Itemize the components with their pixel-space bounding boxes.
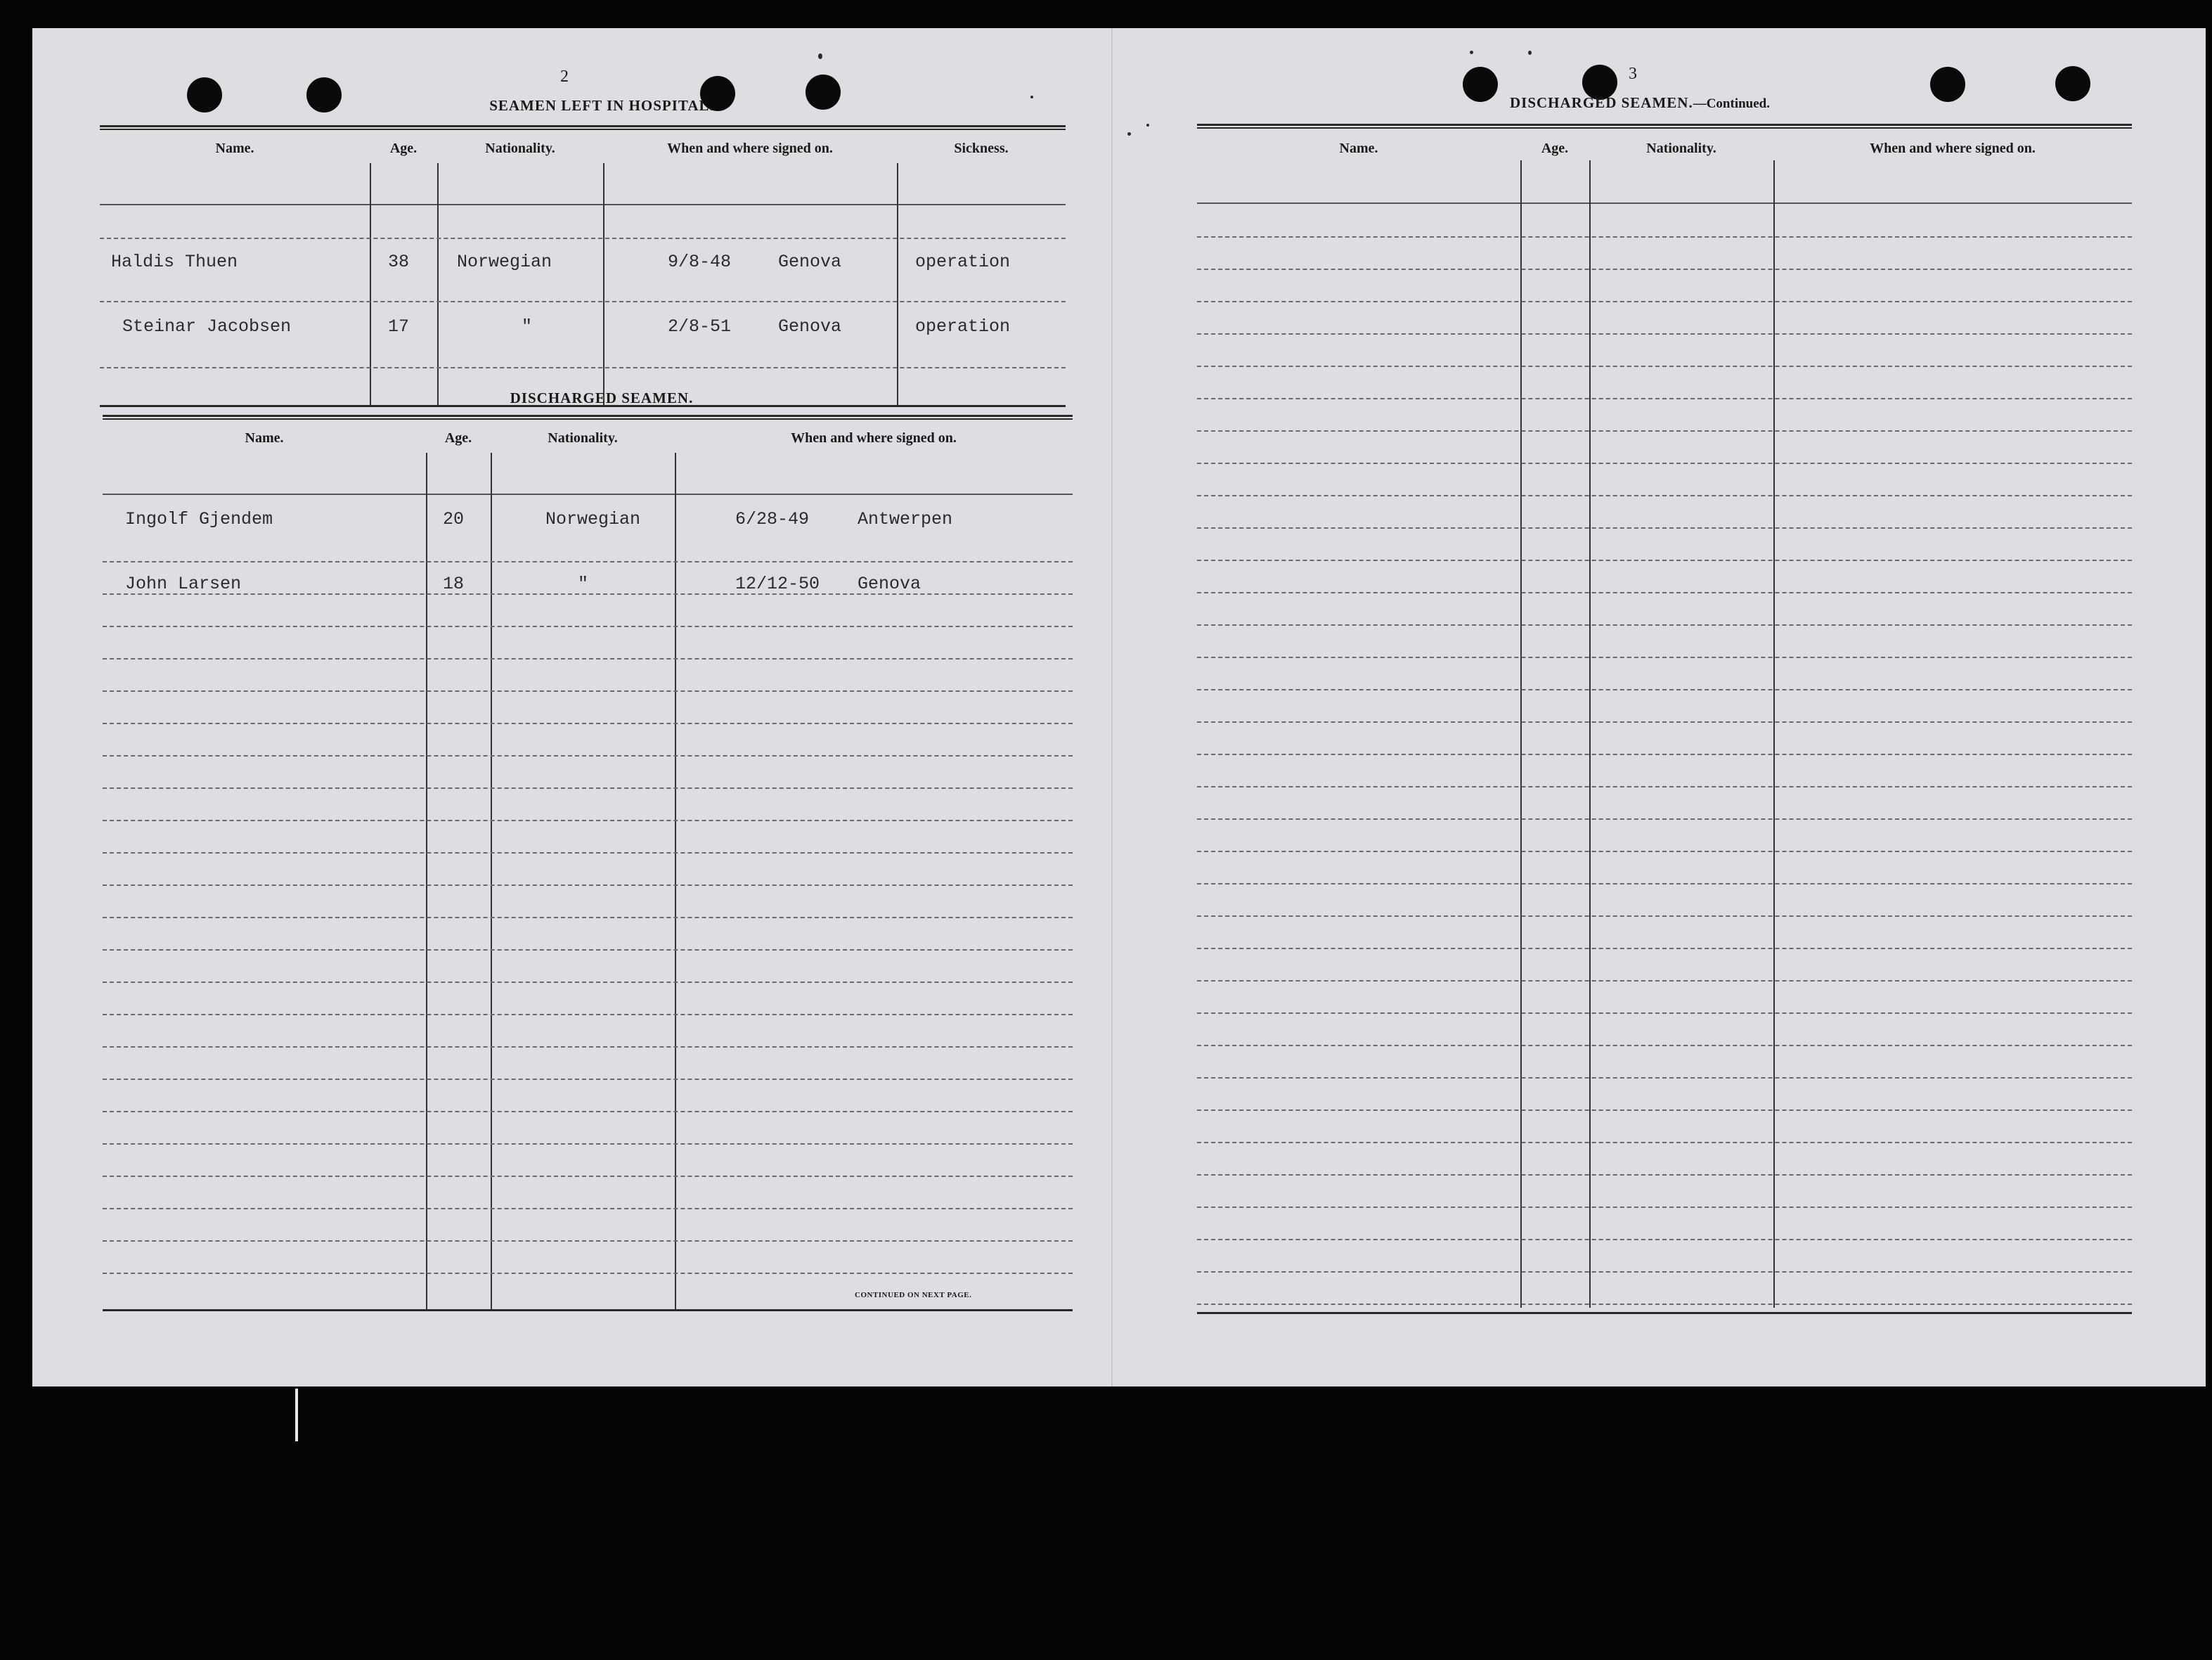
cell-place: Genova [858, 574, 921, 594]
cell-nationality: Norwegian [545, 509, 641, 529]
cell-age: 18 [443, 574, 465, 594]
cell-place: Genova [778, 316, 842, 337]
header-signed-on: When and where signed on. [791, 430, 957, 446]
cell-name: Steinar Jacobsen [122, 316, 292, 337]
cell-age: 20 [443, 509, 465, 529]
cell-date: 9/8-48 [668, 252, 732, 272]
header-sickness: Sickness. [954, 141, 1009, 156]
hospital-section-title: SEAMEN LEFT IN HOSPITAL. [489, 97, 714, 114]
hospital-table [100, 125, 1066, 406]
page-number: 2 [560, 67, 569, 86]
discharged-continued-table [1197, 124, 2132, 1319]
discharged-table [103, 415, 1073, 1315]
header-nationality: Nationality. [485, 141, 555, 156]
right-page [1113, 28, 2206, 1386]
header-name: Name. [215, 141, 254, 156]
header-nationality: Nationality. [1646, 141, 1716, 156]
header-age: Age. [444, 430, 472, 446]
header-signed-on: When and where signed on. [1870, 141, 2036, 156]
left-page [32, 28, 1111, 1386]
cell-sickness: operation [915, 316, 1011, 337]
cell-place: Genova [778, 252, 842, 272]
scan-edge-mark [295, 1389, 298, 1441]
header-signed-on: When and where signed on. [667, 141, 833, 156]
cell-sickness: operation [915, 252, 1011, 272]
cell-nationality: " [522, 316, 533, 337]
page-number: 3 [1629, 65, 1637, 83]
title-main: DISCHARGED SEAMEN. [1510, 94, 1693, 111]
cell-date: 2/8-51 [668, 316, 732, 337]
cell-age: 17 [388, 316, 410, 337]
cell-nationality: Norwegian [457, 252, 552, 272]
discharged-continued-title [1478, 94, 1802, 112]
cell-name: Haldis Thuen [111, 252, 238, 272]
header-name: Name. [245, 430, 284, 446]
register-sheet [32, 28, 2206, 1386]
header-name: Name. [1339, 141, 1378, 156]
discharged-section-title: DISCHARGED SEAMEN. [510, 390, 694, 406]
cell-nationality: " [578, 574, 589, 594]
cell-date: 12/12-50 [735, 574, 820, 594]
cell-name: John Larsen [125, 574, 242, 594]
header-nationality: Nationality. [548, 430, 618, 446]
cell-age: 38 [388, 252, 410, 272]
cell-date: 6/28-49 [735, 509, 810, 529]
cell-place: Antwerpen [858, 509, 953, 529]
continued-note: CONTINUED ON NEXT PAGE. [855, 1291, 972, 1299]
cell-name: Ingolf Gjendem [125, 509, 273, 529]
header-age: Age. [389, 141, 418, 156]
header-age: Age. [1541, 141, 1569, 156]
title-continued: —Continued. [1693, 96, 1770, 111]
